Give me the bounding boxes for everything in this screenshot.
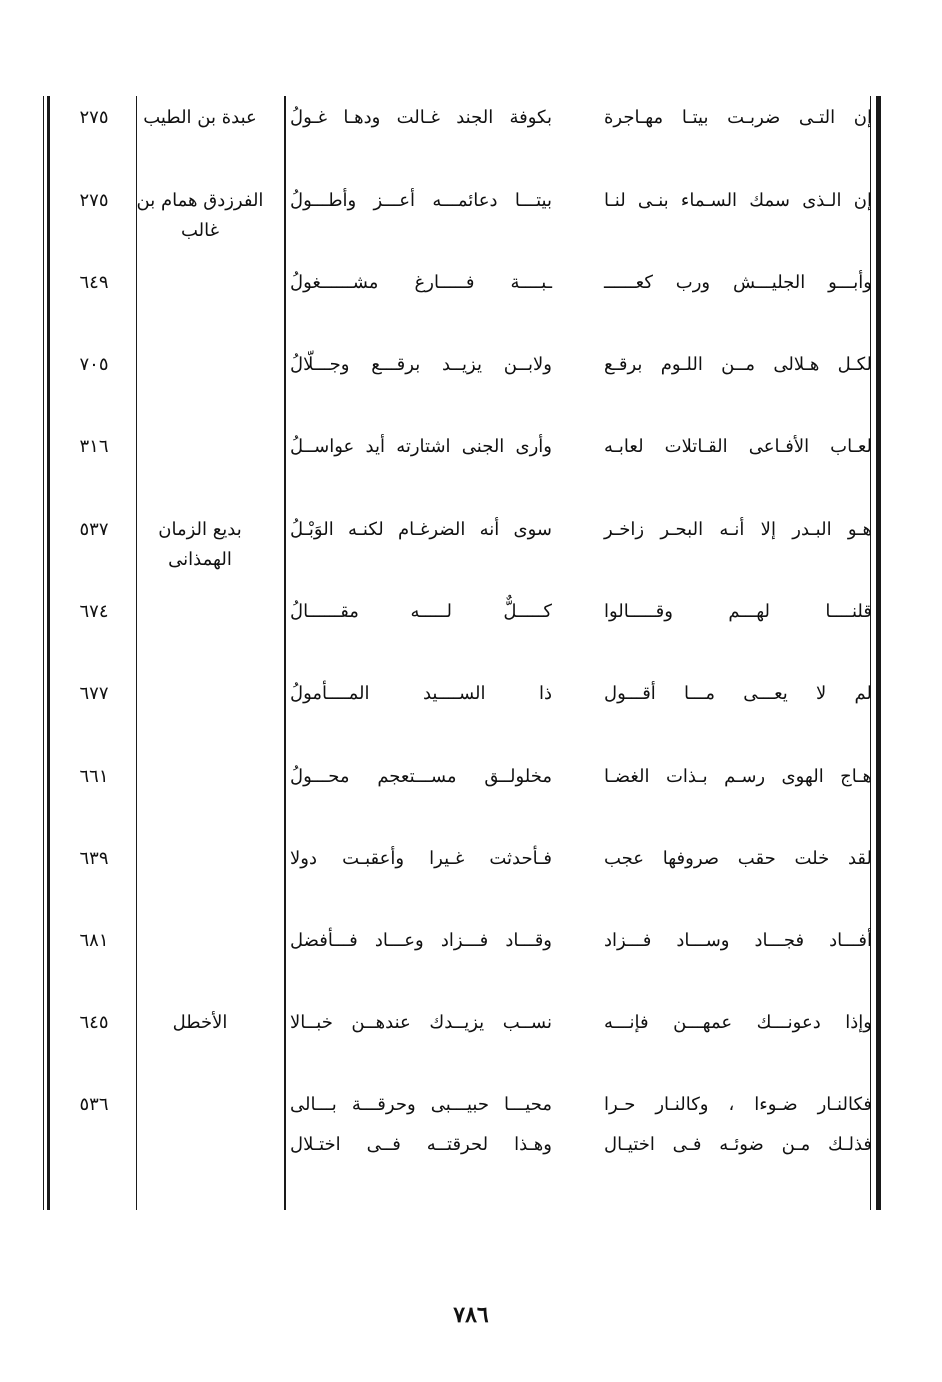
second-hemistich: نســب يزيــدك عندهــن خبــالا xyxy=(290,1012,552,1033)
page-reference: ٦٣٩ xyxy=(79,848,109,869)
page-reference: ٢٧٥ xyxy=(79,107,109,128)
first-hemistich: هـاج الهوى رسـم بـذات الغضـا xyxy=(604,766,872,787)
second-hemistich: بكوفة الجند غـالت ودهـا غـولُ xyxy=(290,107,552,128)
poet-name: الأخطل xyxy=(172,1012,228,1033)
verse-row xyxy=(0,839,942,879)
verse-row xyxy=(0,921,942,961)
second-hemistich: ذا الســــيد المــــأمولُ xyxy=(290,683,552,704)
verse-row xyxy=(0,510,942,570)
page-number: ٧٨٦ xyxy=(453,1302,489,1328)
second-hemistich: فـأحدثت غـيرا وأعقبـت دولا xyxy=(290,848,552,869)
verse-row xyxy=(0,757,942,797)
page-reference: ٦٨١ xyxy=(79,930,109,951)
verse-row xyxy=(0,427,942,467)
page-reference: ٦٤٥ xyxy=(79,1012,109,1033)
page-reference: ٦٧٧ xyxy=(79,683,109,704)
first-hemistich: وأبـــو الجليـــش ورب كعــــــ xyxy=(604,272,872,293)
page-reference: ٥٣٧ xyxy=(79,519,109,540)
page-reference: ٦٤٩ xyxy=(79,272,109,293)
page-reference: ٦٦١ xyxy=(79,766,109,787)
first-hemistich: فكالنـار ضـوءا ، وكالنـار حـرا xyxy=(604,1094,872,1115)
page-reference: ٣١٦ xyxy=(79,436,109,457)
verse-row xyxy=(0,345,942,385)
second-hemistich: وقـــاد فـــزاد وعـــاد فـــأفضل xyxy=(290,930,552,951)
verse-row xyxy=(0,263,942,303)
page-reference: ٧٠٥ xyxy=(79,354,109,375)
first-hemistich: قلنــــا لهـــم وقـــــالوا xyxy=(604,601,872,622)
first-hemistich: هـو البـدر إلا أنـه البحـر زاخـر xyxy=(604,519,872,540)
first-hemistich: لكـل هـلالى مــن اللـوم برقـع xyxy=(604,354,872,375)
poet-name: الفرزدق همام بن غالب xyxy=(136,190,264,241)
first-hemistich: لعـاب الأفـاعى القـاتلات لعابـه xyxy=(604,436,872,457)
second-hemistich: محيـــا حبيـــبى وحرقـــة بـــالى xyxy=(290,1094,552,1115)
verse-row xyxy=(0,674,942,714)
second-hemistich: كـــــلٌّ لـــــه مقــــــالُ xyxy=(290,601,552,622)
poet-name: بديع الزمان الهمذانى xyxy=(158,519,242,570)
first-hemistich: وإذا دعونـــك عمهـــن فإنـــه xyxy=(604,1012,872,1033)
first-hemistich: إن الـذى سمك السـماء بنـى لنـا xyxy=(604,190,872,211)
first-hemistich-line-2: فذلـك مـن ضوئـه فـى اختيـال xyxy=(604,1134,872,1155)
first-hemistich: أفـــاد فجـــاد وســـاد فـــزاد xyxy=(604,930,872,951)
verse-row xyxy=(0,181,942,241)
verse-row xyxy=(0,592,942,632)
second-hemistich: ـبــــة فـــــارغ مشــــــغولُ xyxy=(290,272,552,293)
second-hemistich: وأرى الجنى اشتارته أيد عواســلُ xyxy=(290,436,552,457)
page-reference: ٢٧٥ xyxy=(79,190,109,211)
first-hemistich: لقد خلت حقب صروفها عجب xyxy=(604,848,872,869)
second-hemistich: بيتـــا دعائمـــه أعـــز وأطـــولُ xyxy=(290,190,552,211)
page-reference: ٦٧٤ xyxy=(79,601,109,622)
verse-row xyxy=(0,98,942,138)
page-reference: ٥٣٦ xyxy=(79,1094,109,1115)
first-hemistich: لم لا يعـــى مـــا أقـــول xyxy=(604,683,872,704)
second-hemistich: مخلولــق مســـتعجم محـــولُ xyxy=(290,766,552,787)
poet-name: عبدة بن الطيب xyxy=(143,107,257,128)
first-hemistich: إن التـى ضربـت بيتـا مهـاجرة xyxy=(604,107,872,128)
second-hemistich: ولابــن يزيــد برقـــع وجـــلّالُ xyxy=(290,354,552,375)
verse-row xyxy=(0,1085,942,1155)
second-hemistich: سوى أنه الضرغـام لكنـه الوَبْـلُ xyxy=(290,519,552,540)
verse-row xyxy=(0,1003,942,1043)
second-hemistich-line-2: وهـذا لحرقتــه فــى اختـلال xyxy=(290,1134,552,1155)
